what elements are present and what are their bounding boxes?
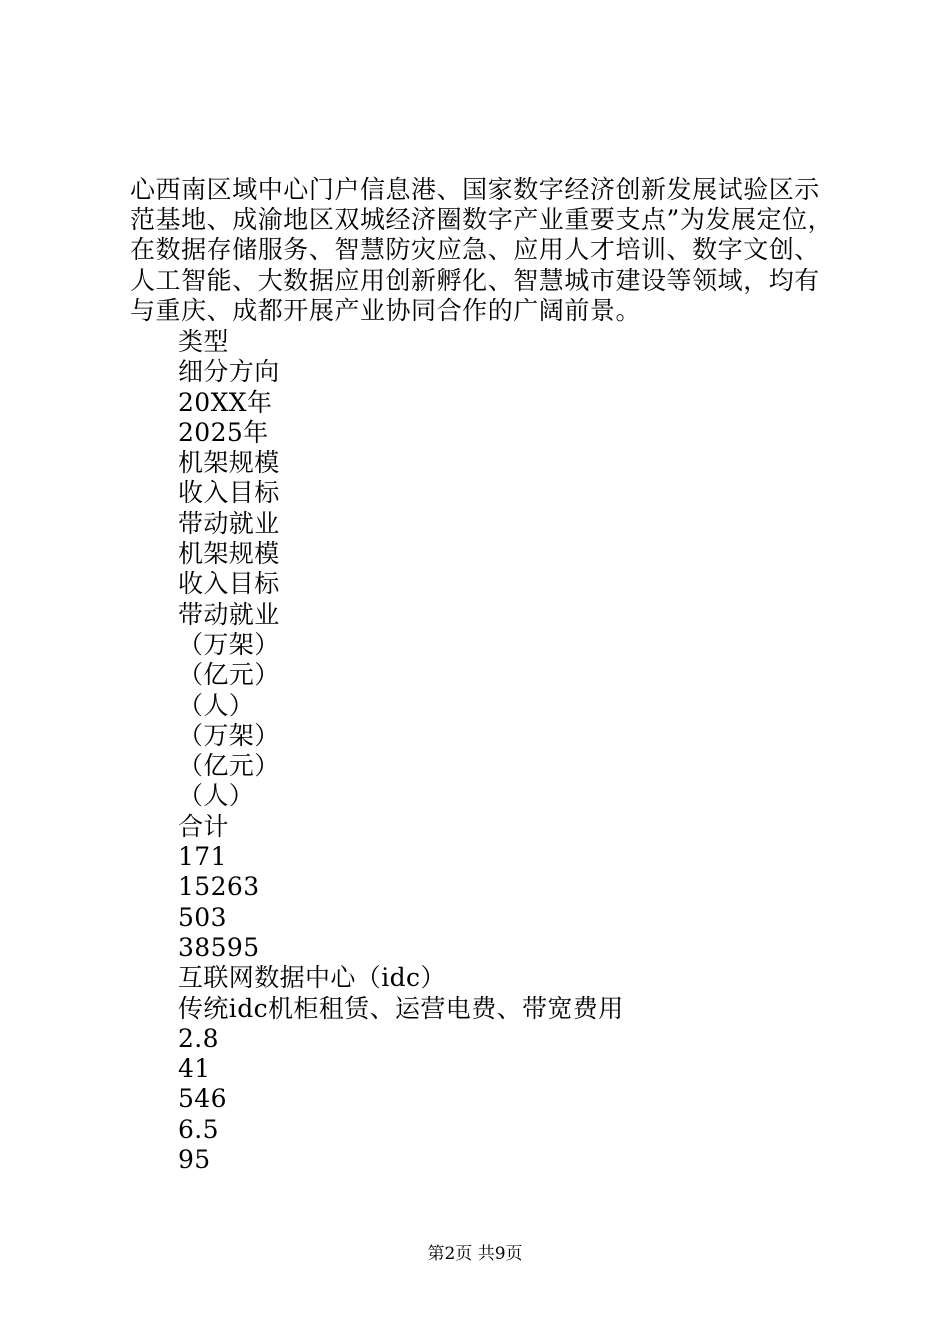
text-line: 细分方向	[178, 357, 280, 387]
text-line: 合计	[178, 811, 229, 841]
text-line: 20XX年	[178, 387, 273, 417]
text-line: 38595	[178, 932, 260, 962]
text-line: （亿元）	[178, 660, 280, 690]
text-line: 机架规模	[178, 539, 280, 569]
text-line: 机架规模	[178, 448, 280, 478]
text-line: 收入目标	[178, 478, 280, 508]
text-line: 95	[178, 1145, 211, 1175]
text-line: 带动就业	[178, 508, 280, 538]
text-line: 2.8	[178, 1023, 219, 1053]
body-paragraph: 心西南区域中心门户信息港、国家数字经济创新发展试验区示范基地、成渝地区双城经济圈数字产业重要支点”为发展定位，在数据存储服务、智慧防灾应急、应用人才培训、数字文创、人工智能、大数据应用创新孵化、智慧城市建设等领域，均有与重庆、成都开展产业协同合作的广阔前景。	[130, 175, 834, 325]
text-line: 带动就业	[178, 599, 280, 629]
text-line: 类型	[178, 327, 229, 356]
table-text-lines	[178, 327, 624, 1175]
text-line: 503	[178, 902, 227, 932]
text-line: 546	[178, 1084, 227, 1114]
text-line: 171	[178, 842, 227, 872]
text-line: 传统idc机柜租赁、运营电费、带宽费用	[178, 993, 624, 1023]
text-line: 6.5	[178, 1114, 219, 1144]
text-line: （万架）	[178, 629, 280, 659]
text-line: 收入目标	[178, 569, 280, 599]
text-line: （亿元）	[178, 751, 280, 781]
text-line: 互联网数据中心（idc）	[178, 963, 446, 993]
text-line: 15263	[178, 872, 260, 902]
text-line: 2025年	[178, 417, 269, 447]
text-line: （人）	[178, 690, 255, 720]
text-line: 41	[178, 1054, 211, 1084]
text-line: （万架）	[178, 720, 280, 750]
text-line: （人）	[178, 781, 255, 811]
page-footer: 第2页 共9页	[427, 1244, 523, 1264]
